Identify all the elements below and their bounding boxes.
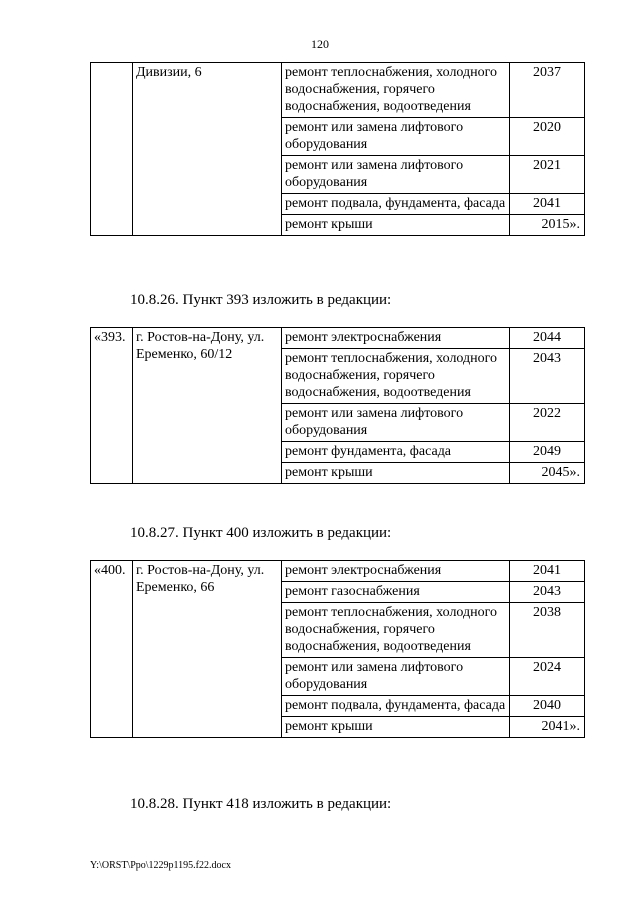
work-type-cell: ремонт теплоснабжения, холодного водоснабжения, горячего водоснабжения, водоотведения (282, 603, 510, 658)
year-cell: 2049 (510, 442, 585, 463)
work-type-cell: ремонт или замена лифтового оборудования (282, 404, 510, 442)
work-type-cell: ремонт или замена лифтового оборудования (282, 658, 510, 696)
year-cell: 2045». (510, 463, 585, 484)
work-type-cell: ремонт подвала, фундамента, фасада (282, 194, 510, 215)
file-path-footer: Y:\ORST\Ppo\1229p1195.f22.docx (90, 860, 231, 871)
address-cell: г. Ростов-на-Дону, ул. Еременко, 60/12 (133, 328, 282, 484)
repair-table-393 (90, 327, 585, 484)
year-cell: 2043 (510, 582, 585, 603)
table-row (91, 561, 585, 582)
year-cell: 2024 (510, 658, 585, 696)
paragraph-10-8-27: 10.8.27. Пункт 400 изложить в редакции: (130, 525, 392, 541)
paragraph-10-8-26: 10.8.26. Пункт 393 изложить в редакции: (130, 292, 392, 308)
page-number: 120 (311, 37, 329, 51)
work-type-cell: ремонт фундамента, фасада (282, 442, 510, 463)
year-cell: 2041 (510, 194, 585, 215)
work-type-cell: ремонт электроснабжения (282, 561, 510, 582)
year-cell: 2038 (510, 603, 585, 658)
year-cell: 2015». (510, 215, 585, 236)
year-cell: 2021 (510, 156, 585, 194)
work-type-cell: ремонт крыши (282, 215, 510, 236)
repair-table-continued (90, 62, 585, 236)
table-row (91, 328, 585, 349)
year-cell: 2041 (510, 561, 585, 582)
repair-table-400 (90, 560, 585, 738)
item-number: «393. (91, 328, 133, 484)
year-cell: 2022 (510, 404, 585, 442)
work-type-cell: ремонт или замена лифтового оборудования (282, 118, 510, 156)
year-cell: 2040 (510, 696, 585, 717)
work-type-cell: ремонт теплоснабжения, холодного водоснабжения, горячего водоснабжения, водоотведения (282, 63, 510, 118)
year-cell: 2037 (510, 63, 585, 118)
work-type-cell: ремонт газоснабжения (282, 582, 510, 603)
item-number (91, 63, 133, 236)
work-type-cell: ремонт теплоснабжения, холодного водоснабжения, горячего водоснабжения, водоотведения (282, 349, 510, 404)
address-cell: г. Ростов-на-Дону, ул. Еременко, 66 (133, 561, 282, 738)
year-cell: 2020 (510, 118, 585, 156)
address-cell: Дивизии, 6 (133, 63, 282, 236)
year-cell: 2044 (510, 328, 585, 349)
work-type-cell: ремонт крыши (282, 717, 510, 738)
work-type-cell: ремонт крыши (282, 463, 510, 484)
work-type-cell: ремонт подвала, фундамента, фасада (282, 696, 510, 717)
work-type-cell: ремонт электроснабжения (282, 328, 510, 349)
year-cell: 2041». (510, 717, 585, 738)
item-number: «400. (91, 561, 133, 738)
work-type-cell: ремонт или замена лифтового оборудования (282, 156, 510, 194)
year-cell: 2043 (510, 349, 585, 404)
paragraph-10-8-28: 10.8.28. Пункт 418 изложить в редакции: (130, 796, 392, 812)
table-row (91, 63, 585, 118)
